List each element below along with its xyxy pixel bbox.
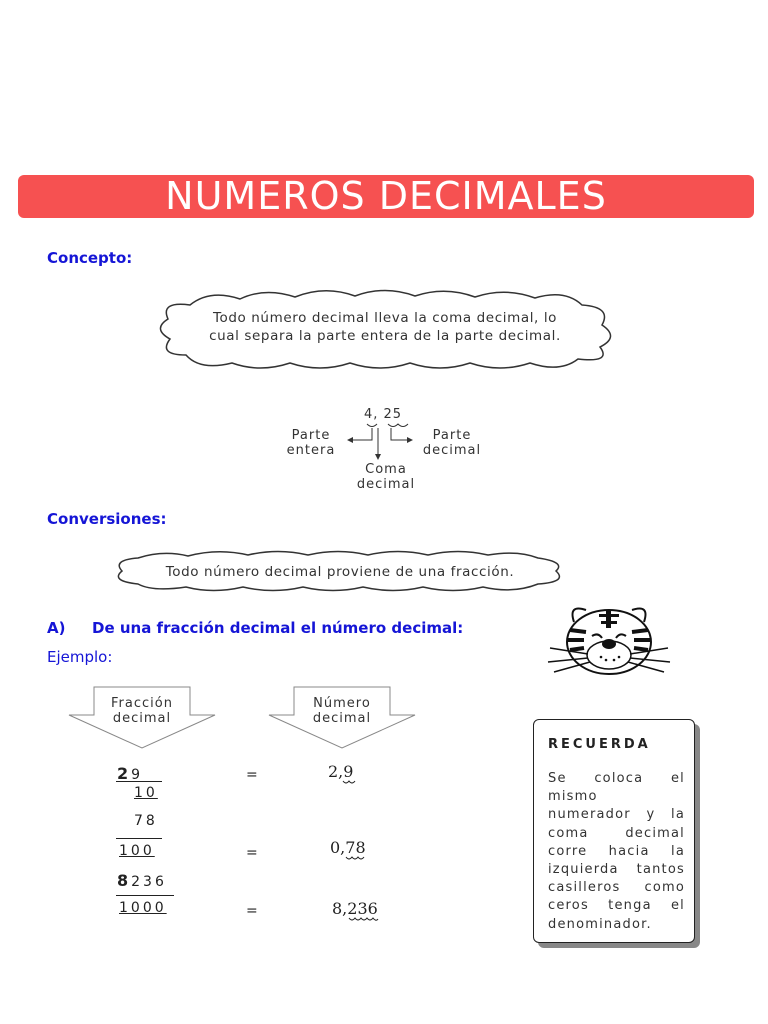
fraccion-arrow-label	[98, 696, 186, 726]
example-1-decimal-frac: 9	[343, 762, 354, 781]
example-2-equals: =	[246, 845, 258, 861]
example-3-decimal-frac: 236	[347, 899, 378, 918]
example-3-wavy-mark	[348, 916, 380, 922]
concepto-line-2: cual separa la parte entera de la parte decimal.	[209, 328, 561, 344]
example-1-equals: =	[246, 767, 258, 783]
label-parte-decimal	[420, 428, 484, 458]
example-2-denominator: 100	[119, 843, 155, 859]
concepto-heading: Concepto:	[47, 249, 133, 267]
label-parte-decimal-2: decimal	[422, 443, 482, 458]
label-parte-entera-2: entera	[286, 443, 336, 458]
label-coma-decimal-1: Coma	[365, 462, 407, 477]
example-2-numerator	[134, 813, 158, 829]
example-2-wavy-mark	[345, 855, 369, 861]
label-parte-entera	[286, 428, 336, 458]
label-coma-decimal	[352, 462, 420, 492]
example-1-denominator: 10	[134, 785, 158, 801]
label-parte-entera-1: Parte	[291, 428, 331, 443]
ejemplo-label: Ejemplo:	[47, 648, 113, 666]
example-1-decimal-int: 2,	[328, 762, 344, 781]
example-1-numerator-rest: 9	[131, 767, 144, 783]
example-2-decimal-frac: 78	[345, 838, 366, 857]
conversiones-cloud-text: Todo número decimal proviene de una fracción.	[165, 564, 515, 580]
example-3-numerator-bold: 8	[117, 871, 132, 890]
label-parte-decimal-1: Parte	[432, 428, 472, 443]
example-2-numerator-rest: 78	[134, 813, 158, 829]
concepto-cloud-text	[170, 309, 600, 345]
label-coma-decimal-2: decimal	[356, 477, 416, 492]
fraccion-label-1: Fracción	[111, 696, 173, 711]
concepto-line-1: Todo número decimal lleva la coma decimal, lo	[212, 310, 558, 326]
example-3-numerator	[117, 871, 167, 890]
example-3-equals: =	[246, 903, 258, 919]
example-1-wavy-mark	[342, 779, 358, 785]
example-3-decimal-int: 8,	[332, 899, 348, 918]
recuerda-body: Se coloca el mismo numerador y la coma decimal corre hacia la izquierda tantos casilleros como ceros tenga el denominador.	[548, 771, 685, 932]
tiger-face-icon	[546, 600, 672, 680]
numero-arrow-label	[298, 696, 386, 726]
diagram-arrows	[345, 420, 420, 462]
page-title: NUMEROS DECIMALES	[165, 174, 607, 218]
numero-label-1: Número	[313, 696, 371, 711]
example-3-numerator-rest: 236	[131, 874, 167, 890]
section-a-letter: A)	[47, 619, 66, 637]
example-2-fraction-bar	[116, 838, 162, 839]
example-3-denominator: 1000	[119, 900, 167, 916]
section-a-heading: De una fracción decimal el número decimal:	[92, 619, 464, 637]
example-2-decimal-int: 0,	[330, 838, 346, 857]
numero-label-2: decimal	[312, 711, 372, 726]
fraccion-label-2: decimal	[112, 711, 172, 726]
diagram-number: 4, 25	[364, 407, 403, 422]
example-3-fraction-bar	[116, 895, 174, 896]
example-1-numerator-bold: 2	[117, 764, 132, 783]
recuerda-title: RECUERDA	[548, 737, 651, 752]
example-1-fraction-bar	[116, 781, 162, 782]
conversiones-heading: Conversiones:	[47, 510, 167, 528]
